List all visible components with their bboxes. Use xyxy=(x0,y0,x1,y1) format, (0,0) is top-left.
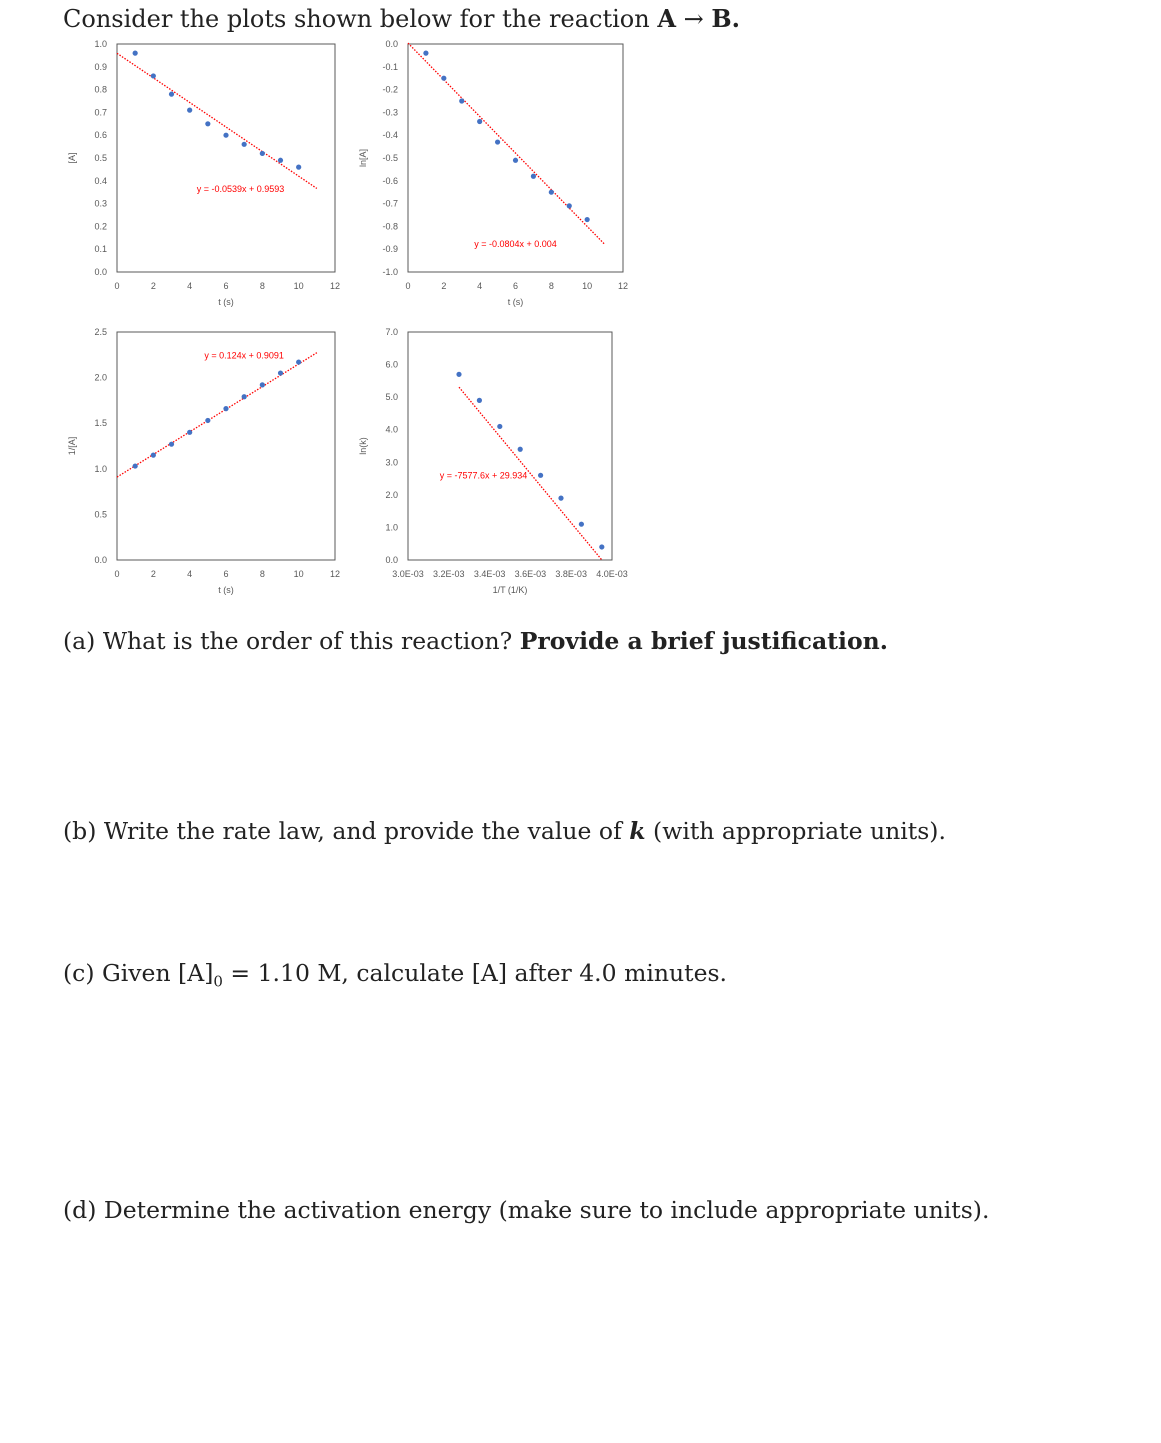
data-point xyxy=(187,430,192,435)
question-d xyxy=(63,1196,989,1224)
y-tick-label: -0.5 xyxy=(382,153,398,163)
data-point xyxy=(169,92,174,97)
x-tick-label: 8 xyxy=(259,569,265,579)
x-tick-label: 8 xyxy=(548,281,554,291)
y-tick-label: 0.4 xyxy=(94,175,107,186)
y-tick-label: 0.0 xyxy=(385,39,398,49)
x-tick-label: 4.0E-03 xyxy=(596,569,628,579)
x-tick-label: 0 xyxy=(114,569,120,579)
question-d-text: Determine the activation energy (make sure to include appropriate units). xyxy=(103,1196,990,1224)
data-point xyxy=(495,139,500,144)
x-tick-label: 6 xyxy=(223,569,229,579)
data-point xyxy=(531,174,536,179)
data-point xyxy=(242,142,247,147)
y-tick-label: 0.9 xyxy=(94,61,107,72)
chart-conc-vs-time xyxy=(67,39,340,307)
data-point xyxy=(579,522,584,527)
y-tick-label: 2.0 xyxy=(94,372,107,383)
y-tick-label: 0.0 xyxy=(94,267,107,277)
y-tick-label: 1.0 xyxy=(94,463,107,474)
y-tick-label: 0.5 xyxy=(94,509,107,520)
y-tick-label: -0.3 xyxy=(382,107,398,118)
data-point xyxy=(549,190,554,195)
y-axis-title: [A] xyxy=(67,152,77,164)
x-tick-label: 0 xyxy=(405,281,411,291)
y-tick-label: -0.2 xyxy=(382,84,398,95)
y-tick-label: 6.0 xyxy=(385,359,398,370)
x-axis-title: t (s) xyxy=(507,297,524,307)
y-tick-label: 4.0 xyxy=(385,424,398,435)
x-tick-label: 12 xyxy=(617,281,629,291)
y-tick-label: 0.1 xyxy=(94,244,107,255)
x-axis-title: 1/T (1/K) xyxy=(492,585,528,595)
x-axis-title: t (s) xyxy=(218,297,234,307)
y-tick-label: -0.7 xyxy=(382,198,398,209)
x-tick-label: 12 xyxy=(329,569,341,579)
question-b-k: k xyxy=(629,817,646,845)
data-point xyxy=(296,165,301,170)
trendline-equation: y = -7577.6x + 29.934 xyxy=(439,470,528,481)
x-axis-title: t (s) xyxy=(218,585,234,595)
y-tick-label: 0.0 xyxy=(385,555,398,565)
data-point xyxy=(477,398,482,403)
y-tick-label: 0.2 xyxy=(94,221,107,232)
data-point xyxy=(223,133,228,138)
y-tick-label: 3.0 xyxy=(385,457,398,468)
x-tick-label: 0 xyxy=(114,281,120,291)
x-tick-label: 3.0E-03 xyxy=(392,569,424,579)
product: B. xyxy=(711,4,740,33)
y-axis-title: 1/[A] xyxy=(67,436,77,456)
question-c xyxy=(63,959,727,991)
x-tick-label: 2 xyxy=(441,281,447,291)
y-tick-label: -0.9 xyxy=(382,244,398,255)
y-tick-label: 0.6 xyxy=(94,130,107,141)
y-tick-label: -0.4 xyxy=(382,130,398,141)
data-point xyxy=(423,51,428,56)
y-tick-label: 7.0 xyxy=(385,327,398,337)
chart-lnconc-vs-time xyxy=(358,39,628,307)
x-tick-label: 2 xyxy=(150,281,156,291)
data-point xyxy=(278,370,283,375)
y-tick-label: 0.5 xyxy=(94,153,107,163)
data-point xyxy=(497,424,502,429)
data-point xyxy=(456,372,461,377)
data-point xyxy=(513,158,518,163)
y-axis-title: ln[A] xyxy=(358,148,368,168)
question-d-label: (d) xyxy=(63,1196,97,1224)
x-tick-label: 3.6E-03 xyxy=(514,569,547,579)
question-b-text-before: Write the rate law, and provide the value of xyxy=(103,817,622,845)
question-b-text-after: (with appropriate units). xyxy=(653,817,946,845)
y-tick-label: -0.8 xyxy=(382,221,398,232)
chart-lnk-vs-inverse-temp xyxy=(358,327,628,595)
x-tick-label: 3.2E-03 xyxy=(433,569,465,579)
data-point xyxy=(441,76,446,81)
question-a-label: (a) xyxy=(63,627,96,655)
reactant: A xyxy=(657,4,676,33)
y-axis-title: ln(k) xyxy=(358,437,368,455)
data-point xyxy=(205,418,210,423)
trendline-equation: y = -0.0539x + 0.9593 xyxy=(196,184,285,195)
x-tick-label: 6 xyxy=(512,281,519,291)
trendline xyxy=(117,353,317,477)
data-point xyxy=(260,382,265,387)
trendline xyxy=(408,43,605,245)
data-point xyxy=(477,119,482,124)
x-tick-label: 10 xyxy=(293,281,304,291)
question-a-text: What is the order of this reaction? xyxy=(102,627,513,655)
x-tick-label: 6 xyxy=(223,281,229,291)
y-tick-label: -1.0 xyxy=(382,267,398,277)
x-tick-label: 8 xyxy=(259,281,265,291)
x-tick-label: 10 xyxy=(293,569,304,579)
x-tick-label: 2 xyxy=(150,569,156,579)
y-tick-label: 2.5 xyxy=(94,327,107,337)
question-b xyxy=(63,817,946,845)
y-tick-label: 1.5 xyxy=(94,418,107,429)
y-tick-label: 0.3 xyxy=(94,198,107,209)
data-point xyxy=(278,158,283,163)
trendline xyxy=(117,53,317,188)
data-point xyxy=(567,203,572,208)
y-tick-label: 1.0 xyxy=(385,522,398,533)
question-c-label: (c) xyxy=(63,959,95,987)
y-tick-label: -0.1 xyxy=(382,61,398,72)
y-tick-label: 0.8 xyxy=(94,84,107,95)
plot-frame xyxy=(117,332,335,560)
x-tick-label: 4 xyxy=(187,281,193,291)
data-point xyxy=(260,151,265,156)
data-point xyxy=(133,51,138,56)
data-point xyxy=(538,473,543,478)
y-tick-label: 1.0 xyxy=(94,39,107,49)
data-point xyxy=(223,406,228,411)
reaction-arrow: → xyxy=(683,5,704,33)
y-tick-label: 0.7 xyxy=(94,107,107,118)
question-c-text-before: Given [A] xyxy=(101,959,214,987)
trendline-equation: y = -0.0804x + 0.004 xyxy=(474,238,557,249)
chart-inverse-conc-vs-time xyxy=(67,327,340,595)
x-tick-label: 12 xyxy=(329,281,341,291)
x-tick-label: 3.8E-03 xyxy=(555,569,587,579)
question-a xyxy=(63,627,888,655)
data-point xyxy=(296,359,301,364)
data-point xyxy=(558,496,563,501)
y-tick-label: -0.6 xyxy=(382,175,398,186)
x-tick-label: 4 xyxy=(187,569,193,579)
x-tick-label: 3.4E-03 xyxy=(473,569,506,579)
data-point xyxy=(599,544,604,549)
data-point xyxy=(205,121,210,126)
data-point xyxy=(585,217,590,222)
question-c-text-after: = 1.10 M, calculate [A] after 4.0 minutes. xyxy=(230,959,728,987)
data-point xyxy=(151,73,156,78)
data-point xyxy=(187,108,192,113)
y-tick-label: 0.0 xyxy=(94,555,107,565)
intro-lead: Consider the plots shown below for the reaction xyxy=(63,5,650,33)
x-tick-label: 4 xyxy=(477,281,483,291)
data-point xyxy=(169,442,174,447)
data-point xyxy=(133,463,138,468)
data-point xyxy=(459,98,464,103)
data-point xyxy=(151,453,156,458)
question-c-subscript: 0 xyxy=(213,972,223,991)
question-a-bold: Provide a brief justification. xyxy=(519,627,888,655)
question-b-label: (b) xyxy=(63,817,97,845)
trendline-equation: y = 0.124x + 0.9091 xyxy=(204,350,284,361)
charts-svg xyxy=(0,0,1161,620)
data-point xyxy=(242,394,247,399)
plot-frame xyxy=(117,44,335,272)
data-point xyxy=(518,447,523,452)
y-tick-label: 5.0 xyxy=(385,392,398,403)
x-tick-label: 10 xyxy=(582,281,593,291)
y-tick-label: 2.0 xyxy=(385,489,398,500)
